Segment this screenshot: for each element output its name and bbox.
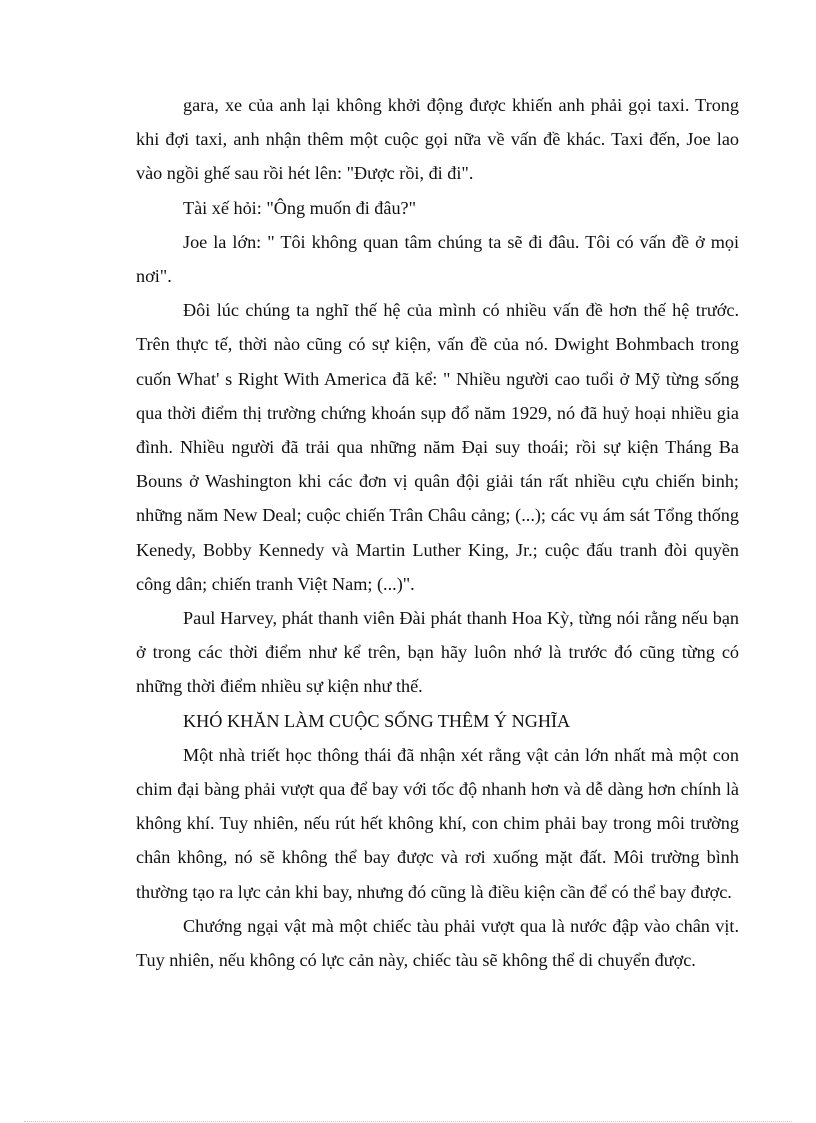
page-bottom-divider — [24, 1121, 792, 1122]
paragraph-driver-question: Tài xế hỏi: "Ông muốn đi đâu?" — [183, 197, 417, 218]
paragraph-paul-harvey: Paul Harvey, phát thanh viên Đài phát thanh Hoa Kỳ, từng nói rằng nếu bạn ở trong các thời điểm như kể trên, bạn hãy luôn nhớ là trước đó cũng từng có những thời điểm nhiều sự kiện như thế. — [136, 608, 739, 697]
paragraph-ship: Chướng ngại vật mà một chiếc tàu phải vượt qua là nước đập vào chân vịt. Tuy nhiên, nếu không có lực cản này, chiếc tàu sẽ không thể di chuyển được. — [136, 915, 739, 971]
document-body — [136, 88, 739, 977]
section-heading: KHÓ KHĂN LÀM CUỘC SỐNG THÊM Ý NGHĨA — [183, 710, 571, 731]
paragraph-generations: Đôi lúc chúng ta nghĩ thế hệ của mình có nhiều vấn đề hơn thế hệ trước. Trên thực tế, thời nào cũng có sự kiện, vấn đề của nó. Dwight Bohmbach trong cuốn What' s Right With America đã kể: " Nhiều người cao tuổi ở Mỹ từng sống qua thời điểm thị trường chứng khoán sụp đổ năm 1929, nó đã huỷ hoại nhiều gia đình. Nhiều người đã trải qua những năm Đại suy thoái; rồi sự kiện Tháng Ba Bouns ở Washington khi các đơn vị quân đội giải tán rất nhiều cựu chiến binh; những năm New Deal; cuộc chiến Trân Châu cảng; (...); các vụ ám sát Tổng thống Kenedy, Bobby Kennedy và Martin Luther King, Jr.; cuộc đấu tranh đòi quyền công dân; chiến tranh Việt Nam; (...)". — [136, 300, 739, 594]
paragraph-joe-answer: Joe la lớn: " Tôi không quan tâm chúng ta sẽ đi đâu. Tôi có vấn đề ở mọi nơi". — [136, 231, 739, 287]
paragraph-eagle: Một nhà triết học thông thái đã nhận xét rằng vật cản lớn nhất mà một con chim đại bàng phải vượt qua để bay với tốc độ nhanh hơn và dễ dàng hơn chính là không khí. Tuy nhiên, nếu rút hết không khí, con chim phải bay trong môi trường chân không, nó sẽ không thể bay được và rơi xuống mặt đất. Môi trường bình thường tạo ra lực cản khi bay, nhưng đó cũng là điều kiện cần để có thể bay được. — [136, 744, 739, 902]
paragraph-taxi-story: gara, xe của anh lại không khởi động được khiến anh phải gọi taxi. Trong khi đợi taxi, anh nhận thêm một cuộc gọi nữa về vấn đề khác. Taxi đến, Joe lao vào ngồi ghế sau rồi hét lên: "Được rồi, đi đi". — [136, 95, 739, 184]
